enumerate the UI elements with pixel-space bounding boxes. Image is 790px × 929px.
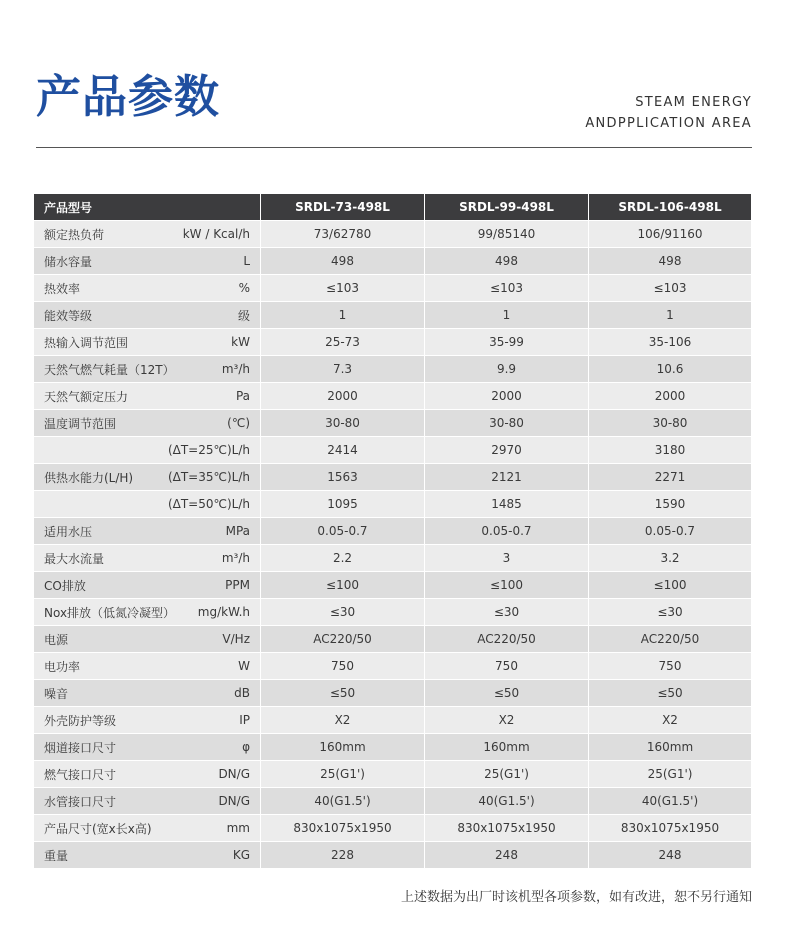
param-name: 水管接口尺寸 (44, 794, 117, 809)
param-value-model-1: 40(G1.5') (261, 788, 424, 814)
param-unit: kW / Kcal/h (182, 227, 250, 241)
table-row (34, 437, 751, 463)
param-name: 噪音 (44, 686, 69, 701)
param-unit: Pa (235, 389, 250, 403)
param-name: 温度调节范围 (44, 416, 117, 431)
table-row (34, 518, 751, 544)
spec-table (33, 193, 752, 869)
table-row (34, 221, 751, 247)
param-value-model-3: 40(G1.5') (589, 788, 751, 814)
param-cell (34, 329, 260, 355)
param-value-model-3: 248 (589, 842, 751, 868)
param-cell (34, 761, 260, 787)
param-value-model-1: ≤30 (261, 599, 424, 625)
param-value-model-2: 750 (425, 653, 588, 679)
param-unit: m³/h (221, 362, 250, 376)
param-cell (34, 221, 260, 247)
param-cell (34, 356, 260, 382)
table-row (34, 653, 751, 679)
param-cell (34, 653, 260, 679)
param-name: 适用水压 (44, 524, 93, 539)
param-value-model-2: 40(G1.5') (425, 788, 588, 814)
param-value-model-3: 1 (589, 302, 751, 328)
param-value-model-1: 1 (261, 302, 424, 328)
table-row (34, 599, 751, 625)
param-value-model-1: 2000 (261, 383, 424, 409)
param-cell (34, 734, 260, 760)
param-name: 额定热负荷 (44, 227, 105, 242)
param-unit: DN/G (218, 794, 250, 808)
table-row (34, 815, 751, 841)
param-value-model-3: 750 (589, 653, 751, 679)
param-value-model-3: 30-80 (589, 410, 751, 436)
param-unit: (℃) (227, 416, 250, 430)
param-value-model-1: 750 (261, 653, 424, 679)
param-value-model-3: AC220/50 (589, 626, 751, 652)
param-value-model-2: 9.9 (425, 356, 588, 382)
param-name: 最大水流量 (44, 551, 105, 566)
param-value-model-2: 2970 (425, 437, 588, 463)
param-value-model-1: 160mm (261, 734, 424, 760)
param-name: 天然气燃气耗量（12T） (44, 362, 175, 377)
param-unit: mm (226, 821, 250, 835)
param-cell (34, 518, 260, 544)
param-value-model-1: 0.05-0.7 (261, 518, 424, 544)
table-row (34, 680, 751, 706)
param-value-model-1: ≤100 (261, 572, 424, 598)
param-value-model-1: 1563 (261, 464, 424, 490)
table-row (34, 248, 751, 274)
param-value-model-2: 99/85140 (425, 221, 588, 247)
header-model-3: SRDL-106-498L (589, 194, 751, 220)
param-value-model-1: AC220/50 (261, 626, 424, 652)
param-value-model-3: 106/91160 (589, 221, 751, 247)
footnote: 上述数据为出厂时该机型各项参数，如有改进，恕不另行通知 (400, 890, 752, 905)
param-value-model-3: ≤100 (589, 572, 751, 598)
param-value-model-3: 3180 (589, 437, 751, 463)
param-unit: MPa (225, 524, 250, 538)
param-value-model-3: X2 (589, 707, 751, 733)
table-row (34, 275, 751, 301)
table-row (34, 410, 751, 436)
param-name: 重量 (44, 848, 69, 863)
param-value-model-1: 7.3 (261, 356, 424, 382)
param-value-model-3: 830x1075x1950 (589, 815, 751, 841)
table-row (34, 356, 751, 382)
param-name: CO排放 (44, 578, 86, 593)
param-unit: dB (234, 686, 250, 700)
table-row (34, 761, 751, 787)
param-unit: m³/h (221, 551, 250, 565)
table-row (34, 734, 751, 760)
param-value-model-1: 30-80 (261, 410, 424, 436)
subtitle-line-1: STEAM ENERGY (635, 95, 752, 110)
table-row (34, 545, 751, 571)
param-value-model-2: X2 (425, 707, 588, 733)
param-value-model-2: 35-99 (425, 329, 588, 355)
param-cell (34, 410, 260, 436)
param-value-model-1: 73/62780 (261, 221, 424, 247)
param-unit: (ΔT=25℃)L/h (167, 443, 250, 457)
page-subtitle (585, 92, 752, 134)
param-cell (34, 464, 260, 490)
param-value-model-3: ≤30 (589, 599, 751, 625)
header-divider (36, 147, 752, 148)
param-value-model-3: 10.6 (589, 356, 751, 382)
param-name: 热效率 (44, 281, 81, 296)
param-name: 天然气额定压力 (44, 389, 129, 404)
param-cell (34, 680, 260, 706)
table-row (34, 302, 751, 328)
param-value-model-2: 248 (425, 842, 588, 868)
param-value-model-2: ≤50 (425, 680, 588, 706)
param-cell (34, 842, 260, 868)
param-cell (34, 815, 260, 841)
table-row (34, 842, 751, 868)
param-cell (34, 572, 260, 598)
table-row (34, 491, 751, 517)
param-value-model-1: X2 (261, 707, 424, 733)
table-row (34, 572, 751, 598)
param-unit: φ (242, 740, 250, 754)
table-row (34, 329, 751, 355)
param-name: 烟道接口尺寸 (44, 740, 117, 755)
subtitle-line-2: ANDPPLICATION AREA (585, 116, 752, 131)
param-value-model-3: 498 (589, 248, 751, 274)
param-name: 热输入调节范围 (44, 335, 129, 350)
param-unit: kW (231, 335, 250, 349)
param-value-model-2: 25(G1') (425, 761, 588, 787)
param-unit: (ΔT=35℃)L/h (167, 470, 250, 484)
table-row (34, 788, 751, 814)
param-value-model-1: 228 (261, 842, 424, 868)
table-row (34, 464, 751, 490)
param-value-model-1: ≤103 (261, 275, 424, 301)
page-title: 产品参数 (36, 70, 221, 123)
param-name: 电功率 (44, 659, 81, 674)
param-unit: L (243, 254, 250, 268)
param-cell (34, 248, 260, 274)
table-header-row (34, 194, 751, 220)
param-value-model-2: 1 (425, 302, 588, 328)
param-value-model-2: ≤30 (425, 599, 588, 625)
param-name: 燃气接口尺寸 (44, 767, 117, 782)
param-cell (34, 545, 260, 571)
param-cell (34, 788, 260, 814)
table-row (34, 707, 751, 733)
param-name: 产品尺寸(宽x长x高) (44, 821, 152, 836)
param-value-model-2: 2000 (425, 383, 588, 409)
param-cell (34, 707, 260, 733)
param-value-model-2: 3 (425, 545, 588, 571)
param-unit: PPM (225, 578, 250, 592)
header-model-1: SRDL-73-498L (261, 194, 424, 220)
param-name: 供热水能力(L/H) (44, 470, 134, 485)
param-unit: % (238, 281, 250, 295)
param-cell (34, 626, 260, 652)
param-value-model-3: 3.2 (589, 545, 751, 571)
param-value-model-1: 25-73 (261, 329, 424, 355)
param-value-model-1: 2.2 (261, 545, 424, 571)
param-unit: V/Hz (222, 632, 250, 646)
param-unit: mg/kW.h (197, 605, 250, 619)
param-unit: DN/G (218, 767, 250, 781)
param-value-model-2: 0.05-0.7 (425, 518, 588, 544)
param-value-model-3: 2000 (589, 383, 751, 409)
param-value-model-3: 1590 (589, 491, 751, 517)
param-unit: 级 (237, 308, 250, 323)
table-row (34, 383, 751, 409)
header-model-2: SRDL-99-498L (425, 194, 588, 220)
header-model-label: 产品型号 (34, 194, 260, 220)
param-unit: (ΔT=50℃)L/h (167, 497, 250, 511)
param-value-model-3: 0.05-0.7 (589, 518, 751, 544)
param-value-model-2: 160mm (425, 734, 588, 760)
param-value-model-2: 498 (425, 248, 588, 274)
param-value-model-1: 2414 (261, 437, 424, 463)
param-name: 电源 (44, 632, 69, 647)
param-value-model-2: 830x1075x1950 (425, 815, 588, 841)
param-value-model-1: ≤50 (261, 680, 424, 706)
param-name: Nox排放（低氮冷凝型） (44, 605, 176, 620)
param-value-model-3: ≤50 (589, 680, 751, 706)
param-value-model-2: 30-80 (425, 410, 588, 436)
param-value-model-2: ≤103 (425, 275, 588, 301)
param-cell (34, 302, 260, 328)
param-value-model-2: 1485 (425, 491, 588, 517)
param-value-model-3: 35-106 (589, 329, 751, 355)
param-cell (34, 383, 260, 409)
param-value-model-2: 2121 (425, 464, 588, 490)
param-value-model-3: 25(G1') (589, 761, 751, 787)
param-value-model-1: 25(G1') (261, 761, 424, 787)
param-value-model-3: 160mm (589, 734, 751, 760)
param-name: 外壳防护等级 (44, 713, 117, 728)
param-value-model-1: 498 (261, 248, 424, 274)
param-unit: KG (232, 848, 250, 862)
param-name: 储水容量 (44, 254, 93, 269)
param-cell (34, 437, 260, 463)
table-body (34, 221, 751, 868)
param-value-model-2: ≤100 (425, 572, 588, 598)
param-unit: IP (239, 713, 250, 727)
param-name: 能效等级 (44, 308, 93, 323)
param-value-model-3: 2271 (589, 464, 751, 490)
param-cell (34, 491, 260, 517)
param-value-model-1: 830x1075x1950 (261, 815, 424, 841)
param-cell (34, 599, 260, 625)
param-value-model-2: AC220/50 (425, 626, 588, 652)
param-cell (34, 275, 260, 301)
param-value-model-1: 1095 (261, 491, 424, 517)
table-row (34, 626, 751, 652)
param-unit: W (238, 659, 250, 673)
param-value-model-3: ≤103 (589, 275, 751, 301)
